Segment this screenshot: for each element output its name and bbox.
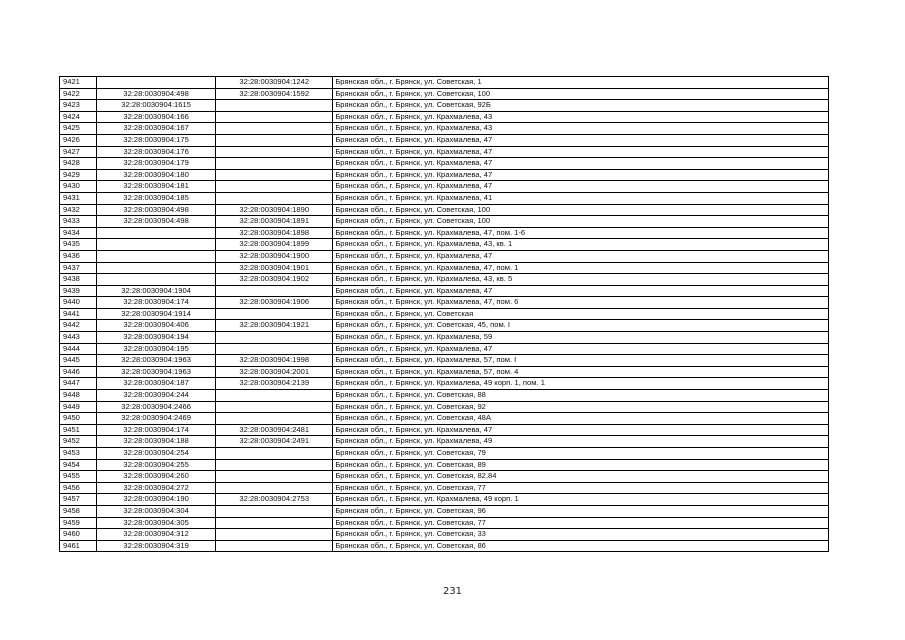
address-cell: Брянская обл., г. Брянск, ул. Крахмалева, 47 (333, 134, 829, 146)
cadastral-number-2-cell (216, 471, 333, 483)
address-cell: Брянская обл., г. Брянск, ул. Крахмалева, 57, пом. 4 (333, 366, 829, 378)
cadastral-number-2-cell (216, 517, 333, 529)
address-cell: Брянская обл., г. Брянск, ул. Советская, 89 (333, 459, 829, 471)
row-number-cell: 9444 (60, 343, 97, 355)
cadastral-number-2-cell: 32:28:0030904:2139 (216, 378, 333, 390)
cadastral-number-2-cell (216, 146, 333, 158)
cadastral-number-cell: 32:28:0030904:195 (97, 343, 216, 355)
row-number-cell: 9451 (60, 424, 97, 436)
row-number-cell: 9423 (60, 100, 97, 112)
cadastral-number-cell: 32:28:0030904:181 (97, 181, 216, 193)
cadastral-number-cell: 32:28:0030904:1963 (97, 366, 216, 378)
address-cell: Брянская обл., г. Брянск, ул. Советская, 45, пом. I (333, 320, 829, 332)
cadastral-number-2-cell: 32:28:0030904:2481 (216, 424, 333, 436)
cadastral-number-2-cell (216, 413, 333, 425)
cadastral-number-cell (97, 274, 216, 286)
table-row (60, 192, 829, 204)
row-number-cell: 9428 (60, 158, 97, 170)
table-row (60, 494, 829, 506)
cadastral-number-cell: 32:28:0030904:498 (97, 88, 216, 100)
address-cell: Брянская обл., г. Брянск, ул. Крахмалева, 43 (333, 111, 829, 123)
cadastral-number-2-cell: 32:28:0030904:1921 (216, 320, 333, 332)
row-number-cell: 9450 (60, 413, 97, 425)
cadastral-number-cell: 32:28:0030904:1963 (97, 355, 216, 367)
table-row (60, 262, 829, 274)
cadastral-number-2-cell (216, 505, 333, 517)
address-cell: Брянская обл., г. Брянск, ул. Крахмалева, 43 (333, 123, 829, 135)
address-cell: Брянская обл., г. Брянск, ул. Советская, 79 (333, 448, 829, 460)
row-number-cell: 9458 (60, 505, 97, 517)
table-row (60, 320, 829, 332)
table-row (60, 297, 829, 309)
address-cell: Брянская обл., г. Брянск, ул. Крахмалева, 47 (333, 169, 829, 181)
table-row (60, 111, 829, 123)
cadastral-number-2-cell: 32:28:0030904:1900 (216, 250, 333, 262)
cadastral-number-2-cell: 32:28:0030904:1592 (216, 88, 333, 100)
table-row (60, 100, 829, 112)
table-row (60, 378, 829, 390)
cadastral-number-2-cell: 32:28:0030904:2753 (216, 494, 333, 506)
address-cell: Брянская обл., г. Брянск, ул. Крахмалева, 47 (333, 285, 829, 297)
address-cell: Брянская обл., г. Брянск, ул. Крахмалева, 49 корп. 1 (333, 494, 829, 506)
address-cell: Брянская обл., г. Брянск, ул. Крахмалева, 43, кв. 1 (333, 239, 829, 251)
row-number-cell: 9432 (60, 204, 97, 216)
cadastral-number-cell: 32:28:0030904:166 (97, 111, 216, 123)
table-row (60, 332, 829, 344)
table-row (60, 250, 829, 262)
address-cell: Брянская обл., г. Брянск, ул. Крахмалева, 59 (333, 332, 829, 344)
cadastral-number-cell: 32:28:0030904:187 (97, 378, 216, 390)
cadastral-number-2-cell (216, 134, 333, 146)
row-number-cell: 9460 (60, 529, 97, 541)
cadastral-number-2-cell (216, 100, 333, 112)
row-number-cell: 9425 (60, 123, 97, 135)
address-cell: Брянская обл., г. Брянск, ул. Советская (333, 308, 829, 320)
cadastral-number-2-cell (216, 529, 333, 541)
cadastral-number-cell: 32:28:0030904:2469 (97, 413, 216, 425)
address-cell: Брянская обл., г. Брянск, ул. Советская, 92Б (333, 100, 829, 112)
address-cell: Брянская обл., г. Брянск, ул. Советская, 82,84 (333, 471, 829, 483)
row-number-cell: 9446 (60, 366, 97, 378)
table-row (60, 505, 829, 517)
cadastral-number-cell: 32:28:0030904:167 (97, 123, 216, 135)
address-cell: Брянская обл., г. Брянск, ул. Крахмалева, 47, пом. 1 (333, 262, 829, 274)
row-number-cell: 9431 (60, 192, 97, 204)
cadastral-number-2-cell (216, 285, 333, 297)
table-row (60, 308, 829, 320)
table-row (60, 158, 829, 170)
address-cell: Брянская обл., г. Брянск, ул. Крахмалева, 49 корп. 1, пом. 1 (333, 378, 829, 390)
table-row (60, 401, 829, 413)
address-cell: Брянская обл., г. Брянск, ул. Советская, 96 (333, 505, 829, 517)
row-number-cell: 9459 (60, 517, 97, 529)
cadastral-number-2-cell (216, 540, 333, 552)
cadastral-number-2-cell (216, 192, 333, 204)
row-number-cell: 9439 (60, 285, 97, 297)
cadastral-number-cell (97, 250, 216, 262)
row-number-cell: 9433 (60, 216, 97, 228)
row-number-cell: 9421 (60, 77, 97, 89)
table-body (60, 77, 829, 552)
row-number-cell: 9440 (60, 297, 97, 309)
row-number-cell: 9435 (60, 239, 97, 251)
table-row (60, 517, 829, 529)
cadastral-number-2-cell: 32:28:0030904:1898 (216, 227, 333, 239)
cadastral-number-cell: 32:28:0030904:175 (97, 134, 216, 146)
table-row (60, 540, 829, 552)
table-row (60, 448, 829, 460)
cadastral-number-cell: 32:28:0030904:174 (97, 424, 216, 436)
address-cell: Брянская обл., г. Брянск, ул. Крахмалева, 47 (333, 424, 829, 436)
cadastral-number-cell: 32:28:0030904:1615 (97, 100, 216, 112)
cadastral-number-2-cell (216, 332, 333, 344)
table-row (60, 355, 829, 367)
cadastral-number-2-cell (216, 459, 333, 471)
row-number-cell: 9443 (60, 332, 97, 344)
cadastral-number-cell: 32:28:0030904:498 (97, 204, 216, 216)
row-number-cell: 9452 (60, 436, 97, 448)
cadastral-number-cell: 32:28:0030904:179 (97, 158, 216, 170)
cadastral-number-2-cell (216, 482, 333, 494)
cadastral-number-2-cell: 32:28:0030904:1890 (216, 204, 333, 216)
address-cell: Брянская обл., г. Брянск, ул. Советская, 100 (333, 216, 829, 228)
address-cell: Брянская обл., г. Брянск, ул. Крахмалева, 47 (333, 250, 829, 262)
table-row (60, 134, 829, 146)
address-cell: Брянская обл., г. Брянск, ул. Советская, 1 (333, 77, 829, 89)
row-number-cell: 9448 (60, 390, 97, 402)
address-cell: Брянская обл., г. Брянск, ул. Крахмалева, 47, пом. 1-6 (333, 227, 829, 239)
table-row (60, 77, 829, 89)
cadastral-number-2-cell (216, 111, 333, 123)
address-cell: Брянская обл., г. Брянск, ул. Крахмалева, 47, пом. 6 (333, 297, 829, 309)
table-row (60, 216, 829, 228)
table-row (60, 169, 829, 181)
cadastral-number-2-cell (216, 401, 333, 413)
cadastral-number-2-cell: 32:28:0030904:2491 (216, 436, 333, 448)
row-number-cell: 9437 (60, 262, 97, 274)
address-cell: Брянская обл., г. Брянск, ул. Крахмалева, 47 (333, 146, 829, 158)
row-number-cell: 9456 (60, 482, 97, 494)
cadastral-number-cell (97, 239, 216, 251)
row-number-cell: 9436 (60, 250, 97, 262)
address-cell: Брянская обл., г. Брянск, ул. Советская, 77 (333, 517, 829, 529)
cadastral-number-cell: 32:28:0030904:305 (97, 517, 216, 529)
cadastre-table (59, 76, 829, 552)
row-number-cell: 9447 (60, 378, 97, 390)
cadastral-number-cell: 32:28:0030904:244 (97, 390, 216, 402)
table-row (60, 366, 829, 378)
cadastral-number-cell (97, 262, 216, 274)
row-number-cell: 9430 (60, 181, 97, 193)
cadastral-number-2-cell (216, 169, 333, 181)
cadastral-number-2-cell: 32:28:0030904:1891 (216, 216, 333, 228)
cadastral-number-cell (97, 227, 216, 239)
row-number-cell: 9426 (60, 134, 97, 146)
row-number-cell: 9427 (60, 146, 97, 158)
address-cell: Брянская обл., г. Брянск, ул. Советская, 77 (333, 482, 829, 494)
row-number-cell: 9453 (60, 448, 97, 460)
table-row (60, 146, 829, 158)
table-row (60, 204, 829, 216)
row-number-cell: 9461 (60, 540, 97, 552)
address-cell: Брянская обл., г. Брянск, ул. Советская, 48А (333, 413, 829, 425)
address-cell: Брянская обл., г. Брянск, ул. Советская, 100 (333, 88, 829, 100)
cadastral-number-cell: 32:28:0030904:255 (97, 459, 216, 471)
cadastral-number-cell: 32:28:0030904:312 (97, 529, 216, 541)
cadastral-number-cell: 32:28:0030904:176 (97, 146, 216, 158)
cadastral-number-2-cell (216, 390, 333, 402)
row-number-cell: 9442 (60, 320, 97, 332)
row-number-cell: 9438 (60, 274, 97, 286)
cadastral-number-2-cell (216, 343, 333, 355)
cadastral-number-cell: 32:28:0030904:498 (97, 216, 216, 228)
table-row (60, 424, 829, 436)
row-number-cell: 9449 (60, 401, 97, 413)
cadastral-number-2-cell: 32:28:0030904:1998 (216, 355, 333, 367)
cadastral-number-cell: 32:28:0030904:254 (97, 448, 216, 460)
table-row (60, 123, 829, 135)
cadastral-number-cell (97, 77, 216, 89)
address-cell: Брянская обл., г. Брянск, ул. Крахмалева, 41 (333, 192, 829, 204)
row-number-cell: 9424 (60, 111, 97, 123)
cadastral-number-cell: 32:28:0030904:1914 (97, 308, 216, 320)
table-row (60, 436, 829, 448)
row-number-cell: 9454 (60, 459, 97, 471)
cadastral-number-cell: 32:28:0030904:319 (97, 540, 216, 552)
cadastral-number-cell: 32:28:0030904:2466 (97, 401, 216, 413)
cadastral-number-cell: 32:28:0030904:1904 (97, 285, 216, 297)
cadastral-number-cell: 32:28:0030904:180 (97, 169, 216, 181)
cadastral-number-cell: 32:28:0030904:406 (97, 320, 216, 332)
cadastral-number-cell: 32:28:0030904:190 (97, 494, 216, 506)
address-cell: Брянская обл., г. Брянск, ул. Крахмалева, 47 (333, 343, 829, 355)
table-row (60, 88, 829, 100)
address-cell: Брянская обл., г. Брянск, ул. Крахмалева, 43, кв. 5 (333, 274, 829, 286)
cadastral-number-2-cell (216, 448, 333, 460)
cadastral-number-2-cell: 32:28:0030904:2001 (216, 366, 333, 378)
cadastral-number-2-cell: 32:28:0030904:1906 (216, 297, 333, 309)
cadastral-number-2-cell: 32:28:0030904:1902 (216, 274, 333, 286)
table-row (60, 482, 829, 494)
table-row (60, 274, 829, 286)
page-number: 231 (442, 586, 463, 597)
cadastral-number-cell: 32:28:0030904:188 (97, 436, 216, 448)
address-cell: Брянская обл., г. Брянск, ул. Советская, 86 (333, 540, 829, 552)
row-number-cell: 9457 (60, 494, 97, 506)
cadastral-number-cell: 32:28:0030904:194 (97, 332, 216, 344)
cadastral-number-2-cell (216, 123, 333, 135)
cadastral-number-cell: 32:28:0030904:260 (97, 471, 216, 483)
cadastral-number-cell: 32:28:0030904:272 (97, 482, 216, 494)
row-number-cell: 9422 (60, 88, 97, 100)
row-number-cell: 9429 (60, 169, 97, 181)
table-row (60, 459, 829, 471)
row-number-cell: 9434 (60, 227, 97, 239)
row-number-cell: 9455 (60, 471, 97, 483)
cadastral-number-2-cell: 32:28:0030904:1899 (216, 239, 333, 251)
address-cell: Брянская обл., г. Брянск, ул. Крахмалева, 47 (333, 181, 829, 193)
table-row (60, 343, 829, 355)
cadastral-number-2-cell: 32:28:0030904:1242 (216, 77, 333, 89)
address-cell: Брянская обл., г. Брянск, ул. Советская, 92 (333, 401, 829, 413)
address-cell: Брянская обл., г. Брянск, ул. Крахмалева, 57, пом. I (333, 355, 829, 367)
table-row (60, 181, 829, 193)
cadastral-number-2-cell (216, 181, 333, 193)
row-number-cell: 9445 (60, 355, 97, 367)
address-cell: Брянская обл., г. Брянск, ул. Советская, 100 (333, 204, 829, 216)
cadastral-number-2-cell (216, 308, 333, 320)
table-row (60, 471, 829, 483)
address-cell: Брянская обл., г. Брянск, ул. Крахмалева, 49 (333, 436, 829, 448)
table-row (60, 390, 829, 402)
address-cell: Брянская обл., г. Брянск, ул. Советская, 88 (333, 390, 829, 402)
table-row (60, 239, 829, 251)
cadastral-number-cell: 32:28:0030904:185 (97, 192, 216, 204)
row-number-cell: 9441 (60, 308, 97, 320)
table-row (60, 227, 829, 239)
cadastral-number-2-cell: 32:28:0030904:1901 (216, 262, 333, 274)
cadastral-number-cell: 32:28:0030904:174 (97, 297, 216, 309)
cadastral-number-2-cell (216, 158, 333, 170)
table-row (60, 529, 829, 541)
address-cell: Брянская обл., г. Брянск, ул. Советская, 33 (333, 529, 829, 541)
table-row (60, 285, 829, 297)
cadastral-number-cell: 32:28:0030904:304 (97, 505, 216, 517)
address-cell: Брянская обл., г. Брянск, ул. Крахмалева, 47 (333, 158, 829, 170)
table-row (60, 413, 829, 425)
